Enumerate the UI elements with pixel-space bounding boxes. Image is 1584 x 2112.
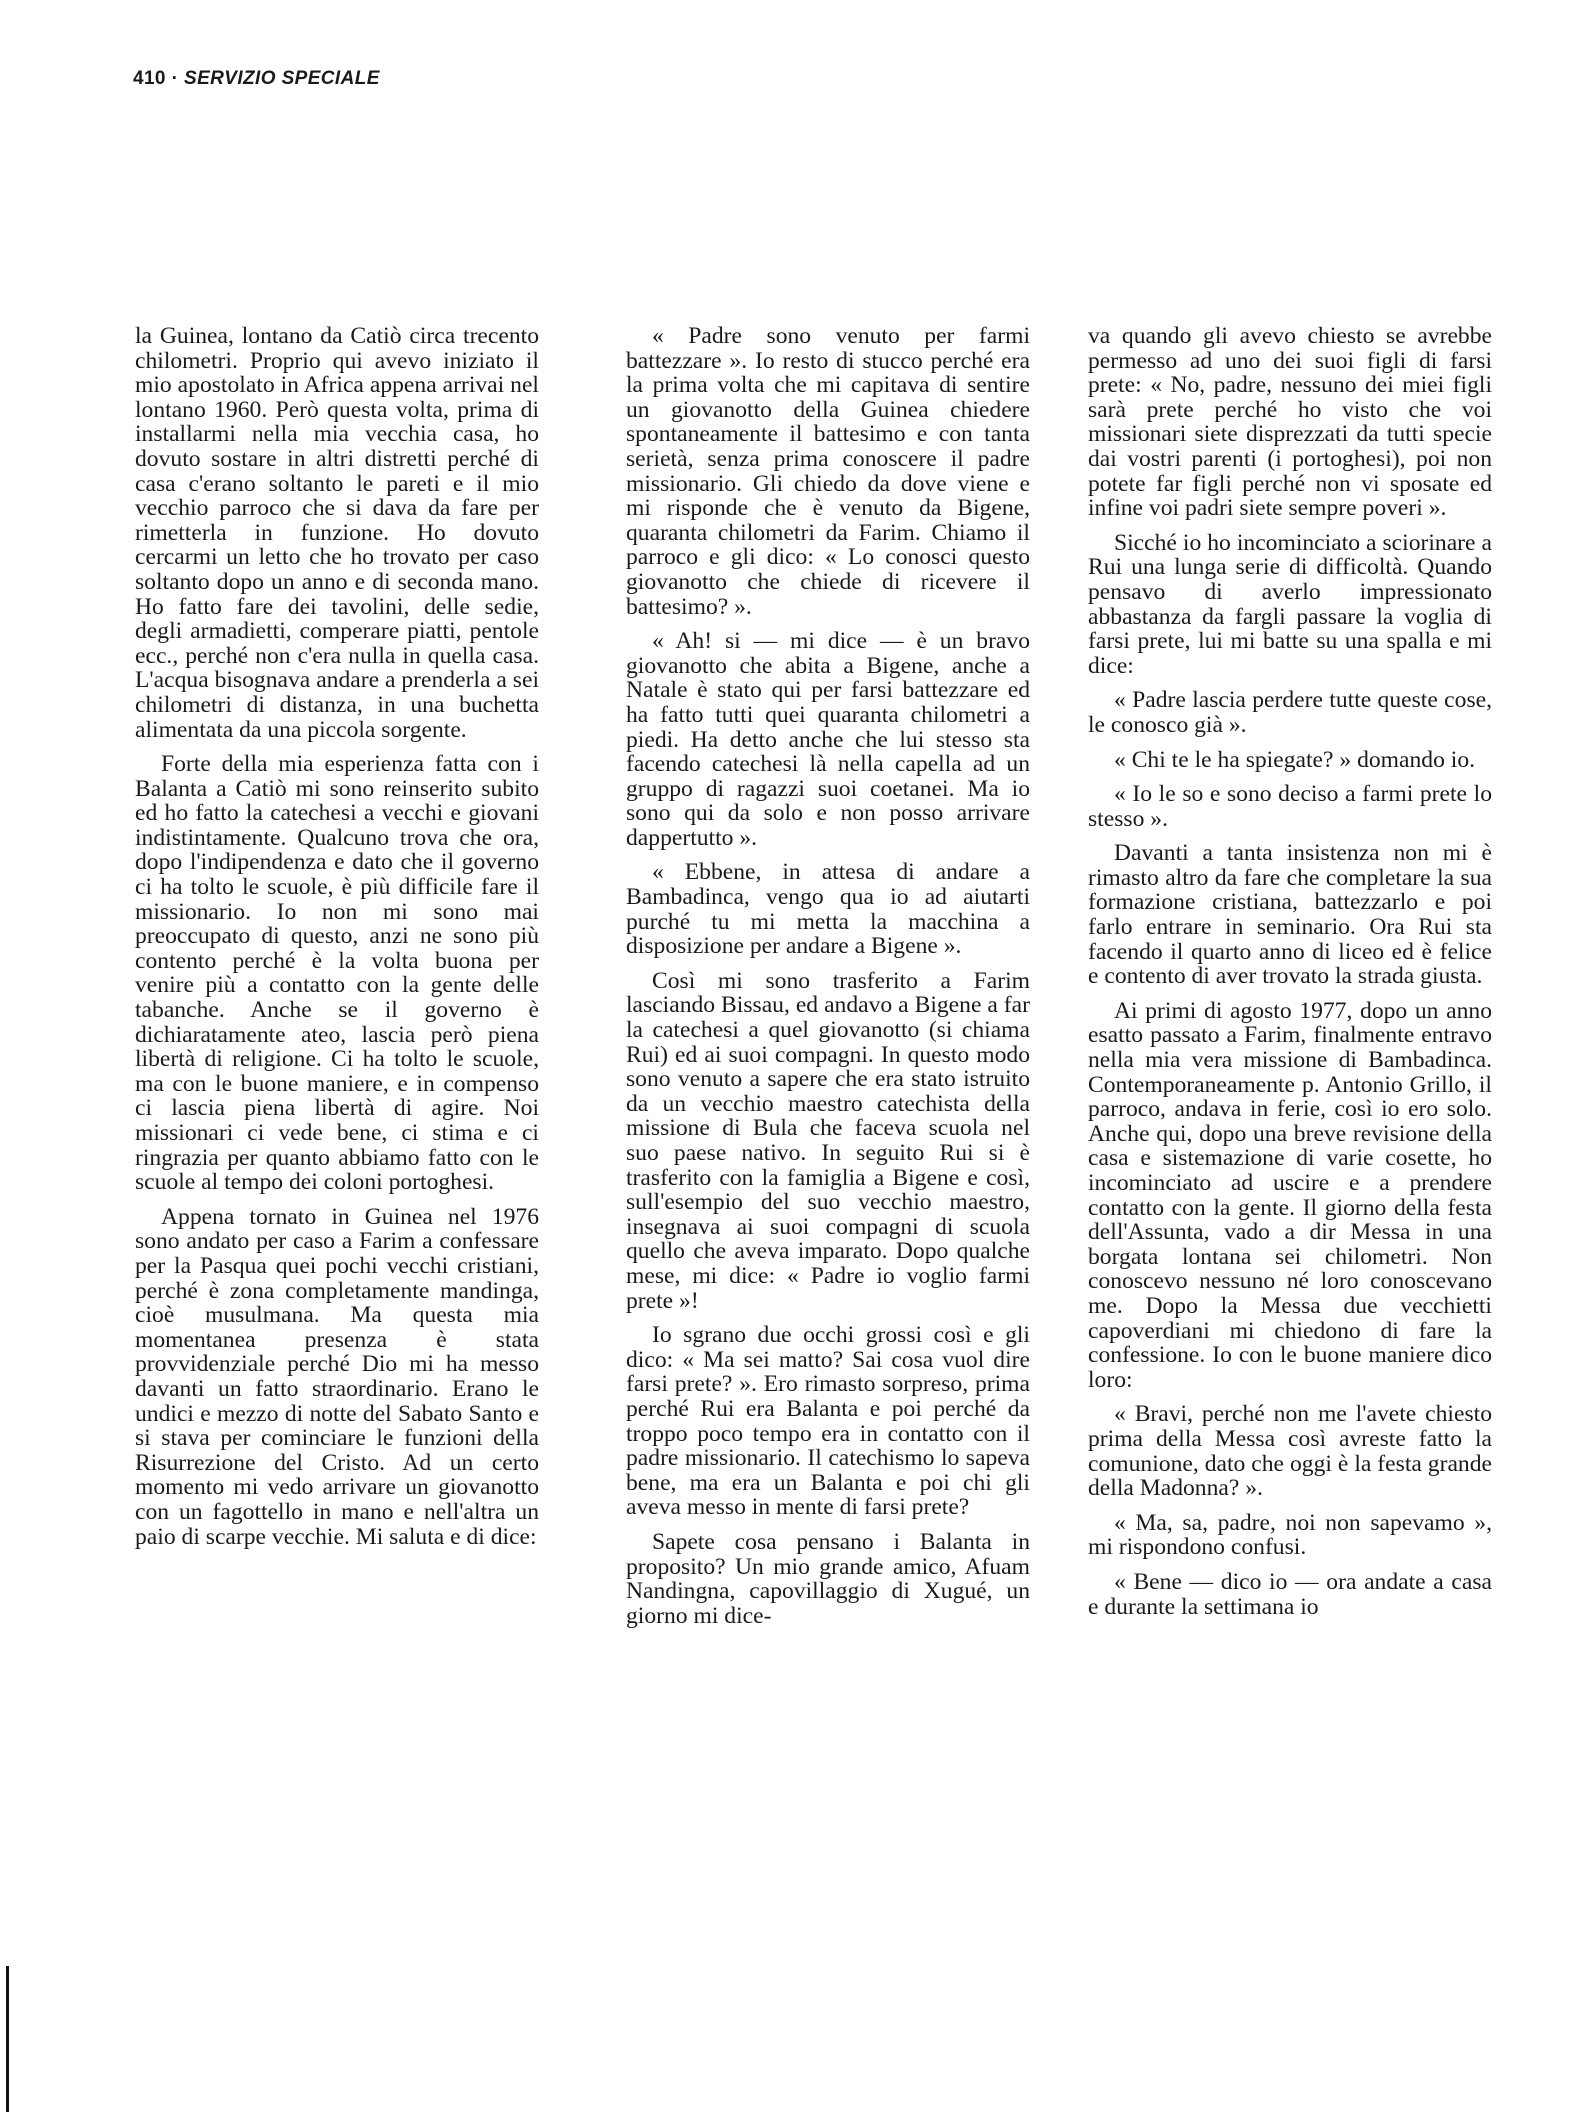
paragraph: la Guinea, lontano da Catiò circa trecento chilometri. Proprio qui avevo iniziato il mio apostolato in Africa appena arrivai nel lontano 1960. Però questa volta, prima di installarmi nella mia vecchia casa, ho dovuto sostare in altri distretti perché di casa c'erano soltanto le pareti e il mio vecchio parroco che si dava da fare per rimetterla in funzione. Ho dovuto cercarmi un letto che ho trovato per caso soltanto dopo un anno e di seconda mano. Ho fatto fare dei tavolini, delle sedie, degli armadietti, comperare piatti, pentole ecc., perché non c'era nulla in quella casa. L'acqua bisognava andare a prenderla a sei chilometri di distanza, in una buchetta alimentata da una piccola sorgente.	[135, 323, 539, 743]
paragraph: Così mi sono trasferito a Farim lasciando Bissau, ed andavo a Bigene a far la catechesi a quel giovanotto (si chiama Rui) ed ai suoi compagni. In questo modo sono venuto a sapere che era stato istruito da un vecchio maestro catechista della missione di Bula che faceva scuola nel suo paese nativo. In seguito Rui si è trasferito con la famiglia a Bigene e così, sull'esempio del suo vecchio maestro, insegnava ai suoi compagni di scuola quello che aveva imparato. Dopo qualche mese, mi dice: « Padre io voglio farmi prete »!	[626, 967, 1030, 1314]
paragraph: « Ebbene, in attesa di andare a Bambadinca, vengo qua io ad aiutarti purché tu mi metta la macchina a disposizione per andare a Bigene ».	[626, 859, 1030, 960]
running-head	[133, 68, 380, 90]
paragraph: Davanti a tanta insistenza non mi è rimasto altro da fare che completare la sua formazione cristiana, battezzarlo e poi farlo entrare in seminario. Ora Rui sta facendo il quarto anno di liceo ed è felice e contento di aver trovato la strada giusta.	[1088, 840, 1492, 990]
paragraph: « Bravi, perché non me l'avete chiesto prima della Messa così avreste fatto la comunione, dato che oggi è la festa grande della Madonna? ».	[1088, 1401, 1492, 1502]
section-title: SERVIZIO SPECIALE	[184, 68, 380, 89]
page-number: 410	[133, 68, 166, 89]
paragraph: Io sgrano due occhi grossi così e gli dico: « Ma sei matto? Sai cosa vuol dire farsi prete? ». Ero rimasto sorpreso, prima perché Rui era Balanta e poi perché da troppo poco tempo era in contatto con il padre missionario. Il catechismo lo sapeva bene, ma era un Balanta e poi chi gli aveva messo in mente di farsi prete?	[626, 1322, 1030, 1521]
paragraph: « Io le so e sono deciso a farmi prete lo stesso ».	[1088, 781, 1492, 832]
paragraph: Appena tornato in Guinea nel 1976 sono andato per caso a Farim a confessare per la Pasqua quei pochi vecchi cristiani, perché è zona completamente mandinga, cioè musulmana. Ma questa mia momentanea presenza è stata provvidenziale perché Dio mi ha messo davanti un fatto straordinario. Erano le undici e mezzo di notte del Sabato Santo e si stava per cominciare le funzioni della Risurrezione del Cristo. Ad un certo momento mi vedo arrivare un giovanotto con un fagottello in mano e nell'altra un paio di scarpe vecchie. Mi saluta e di dice:	[135, 1203, 539, 1550]
paragraph: « Bene — dico io — ora andate a casa e durante la settimana io	[1088, 1568, 1492, 1620]
paragraph: « Padre sono venuto per farmi battezzare ». Io resto di stucco perché era la prima volta che mi capitava di sentire un giovanotto della Guinea chiedere spontaneamente il battesimo e con tanta serietà, senza prima conoscere il padre missionario. Gli chiedo da dove viene e mi risponde che è venuto da Bigene, quaranta chilometri da Farim. Chiamo il parroco e gli dico: « Lo conosci questo giovanotto che chiede di ricevere il battesimo? ».	[626, 323, 1030, 620]
paragraph: « Chi te le ha spiegate? » domando io.	[1114, 746, 1476, 773]
paragraph: Ai primi di agosto 1977, dopo un anno esatto passato a Farim, finalmente entravo nella mia vera missione di Bambadinca. Contemporaneamente p. Antonio Grillo, il parroco, andava in ferie, così io ero solo. Anche qui, dopo una breve revisione della casa e sistemazione di varie cosette, ho incominciato ad uscire e a prendere contatto con la gente. Il giorno della festa dell'Assunta, vado a dir Messa in una borgata lontana sei chilometri. Non conoscevo nessuno né loro conoscevano me. Dopo la Messa due vecchietti capoverdiani mi chiedono di fare la confessione. Io con le buone maniere dico loro:	[1088, 997, 1492, 1393]
text-column-2	[626, 324, 1030, 1638]
paragraph: Sapete cosa pensano i Balanta in proposito? Un mio grande amico, Afuam Nandingna, capovillaggio di Xugué, un giorno mi dice-	[626, 1528, 1030, 1629]
paragraph: Sicché io ho incominciato a sciorinare a Rui una lunga serie di difficoltà. Quando pensavo di averlo impressionato abbastanza da fargli passare la voglia di farsi prete, lui mi batte su una spalla e mi dice:	[1088, 529, 1492, 679]
text-column-1	[135, 324, 539, 1559]
header-separator: ·	[171, 68, 179, 89]
scan-margin-mark	[6, 1966, 9, 2112]
paragraph: Forte della mia esperienza fatta con i Balanta a Catiò mi sono reinserito subito ed ho fatto la catechesi a vecchi e giovani indistintamente. Qualcuno trova che ora, dopo l'indipendenza e dato che il governo ci ha tolto le scuole, è più difficile fare il missionario. Io non mi sono mai preoccupato di questo, anzi ne sono più contento perché è la volta buona per venire più a contatto con la gente delle tabanche. Anche se il governo è dichiaratamente ateo, lascia però piena libertà di religione. Ci ha tolto le scuole, ma con le buone maniere, e in compenso ci lascia piena libertà di agire. Noi missionari ci vede bene, ci stima e ci ringrazia per quanto abbiamo fatto con le scuole al tempo dei coloni portoghesi.	[135, 751, 539, 1196]
paragraph: « Ah! si — mi dice — è un bravo giovanotto che abita a Bigene, anche a Natale è stato qui per farsi battezzare ed ha fatto tutti quei quaranta chilometri a piedi. Ha detto anche che lui stesso sta facendo catechesi là nella capella ad un gruppo di ragazzi suoi coetanei. Ma io sono qui da solo e non posso arrivare dappertutto ».	[626, 628, 1030, 851]
paragraph: va quando gli avevo chiesto se avrebbe permesso ad uno dei suoi figli di farsi prete: « No, padre, nessuno dei miei figli sarà prete perché ho visto che voi missionari siete disprezzati da tutti specie dai vostri parenti (i portoghesi), poi non potete far figli perché non vi sposate ed infine voi padri siete sempre poveri ».	[1088, 323, 1492, 522]
text-column-3	[1088, 324, 1492, 1629]
paragraph: « Padre lascia perdere tutte queste cose, le conosco già ».	[1088, 687, 1492, 738]
paragraph: « Ma, sa, padre, noi non sapevamo », mi rispondono confusi.	[1088, 1509, 1492, 1561]
